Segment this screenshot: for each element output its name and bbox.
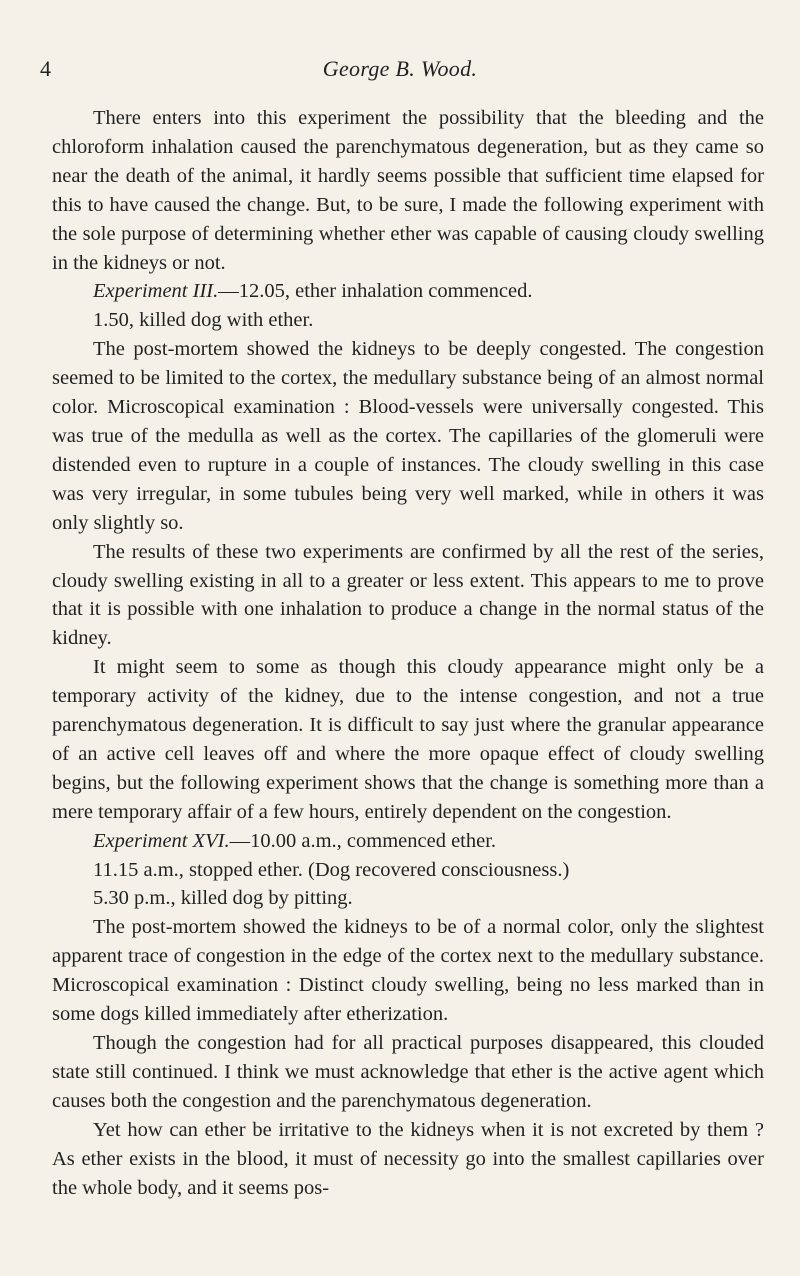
- paragraph: It might seem to some as though this cloudy appearance might only be a temporary activity of the kidney, due to the intense congestion, and not a true parenchymatous degeneration. It is difficult to say just where the granular appearance of an active cell leaves off and where the more opaque effect of cloudy swelling begins, but the following experiment shows that the change is something more than a mere temporary affair of a few hours, entirely dependent on the congestion.: [52, 656, 764, 823]
- paragraph: Yet how can ether be irritative to the kidneys when it is not excreted by them ? As ether exists in the blood, it must of necessity go into the smallest capillaries over the whole body, and it seems pos-: [52, 1118, 764, 1199]
- paragraph: Though the congestion had for all practical purposes disappeared, this clouded state still continued. I think we must acknowledge that ether is the active agent which causes both the congestion and the parenchymatous degeneration.: [52, 1032, 764, 1112]
- experiment-16-line-3: 5.30 p.m., killed dog by pitting.: [93, 887, 353, 910]
- experiment-16-text: —10.00 a.m., commenced ether.: [229, 829, 497, 852]
- experiment-3-text: —12.05, ether inhalation commenced.: [218, 280, 533, 303]
- body-text: [52, 104, 764, 1202]
- page-header: [0, 56, 800, 86]
- paragraph: There enters into this experiment the possibility that the bleeding and the chloroform inhalation caused the parenchymatous degeneration, but as they came so near the death of the animal, it hardly seems possible that sufficient time elapsed for this to have caused the change. But, to be sure, I made the following experiment with the sole purpose of determining whether ether was capable of causing cloudy swelling in the kidneys or not.: [52, 107, 764, 274]
- experiment-3-line: [52, 277, 764, 306]
- experiment-3-label: Experiment III.: [93, 280, 219, 303]
- running-head: George B. Wood.: [322, 56, 478, 81]
- experiment-3-line-2: 1.50, killed dog with ether.: [93, 309, 314, 332]
- paragraph: The post-mortem showed the kidneys to be deeply congested. The congestion seemed to be limited to the cortex, the medullary substance being of an almost normal color. Microscopical examination : Blood-vessels were universally congested. This was true of the medulla as well as the cortex. The capillaries of the glomeruli were distended even to rupture in a couple of instances. The cloudy swelling in this case was very irregular, in some tubules being very well marked, while in others it was only slightly so.: [52, 338, 764, 534]
- page-number: 4: [40, 56, 51, 81]
- experiment-16-line-2: 11.15 a.m., stopped ether. (Dog recovered consciousness.): [93, 858, 570, 881]
- experiment-16-label: Experiment XVI.: [93, 829, 230, 852]
- paragraph: The post-mortem showed the kidneys to be of a normal color, only the slightest apparent trace of congestion in the edge of the cortex next to the medullary substance. Microscopical examination : Distinct cloudy swelling, being no less marked than in some dogs killed immediately after etherization.: [52, 916, 764, 1026]
- paragraph: The results of these two experiments are confirmed by all the rest of the series, cloudy swelling existing in all to a greater or less extent. This appears to me to prove that it is possible with one inhalation to produce a change in the normal status of the kidney.: [52, 540, 764, 650]
- experiment-16-line: [52, 827, 764, 856]
